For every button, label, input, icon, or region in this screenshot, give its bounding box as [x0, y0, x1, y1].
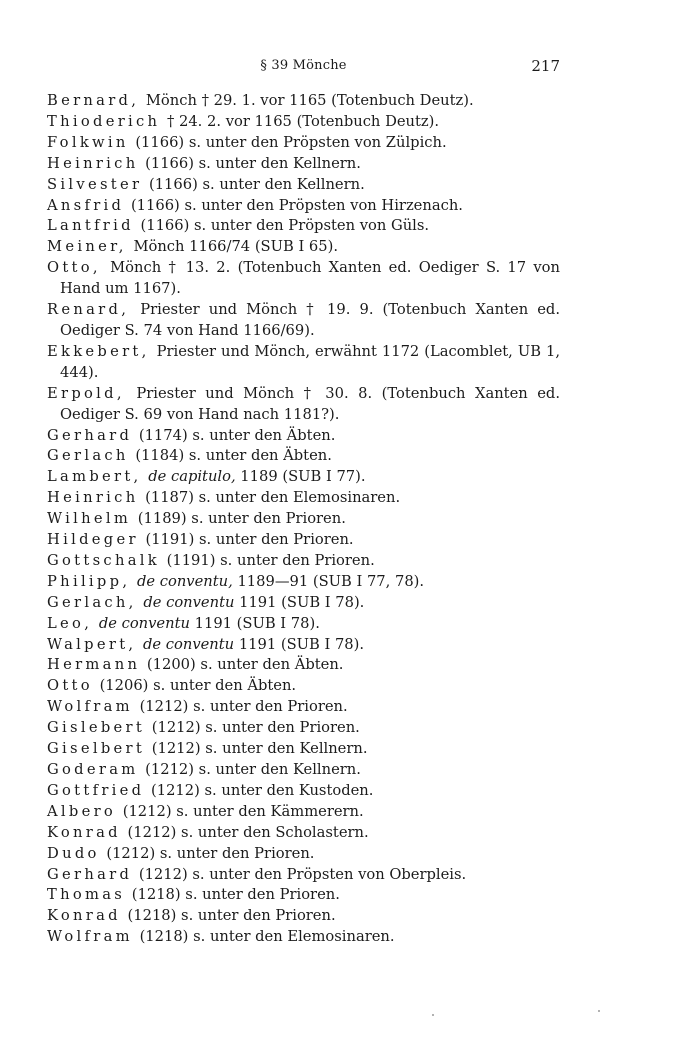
entry-text: (1166) s. unter den Kellnern. — [145, 154, 361, 172]
entry-text: (1218) s. unter den Prioren. — [131, 886, 340, 904]
list-item — [47, 112, 560, 133]
list-item — [47, 509, 560, 530]
monk-name: Silvester — [47, 175, 143, 193]
list-item — [47, 802, 560, 823]
monk-name: Heinrich — [47, 489, 139, 507]
list-item — [47, 614, 560, 635]
list-item — [47, 530, 560, 551]
monk-name: Ekkebert, — [47, 342, 150, 360]
list-item — [47, 823, 560, 844]
entry-text: (1212) s. unter den Scholastern. — [127, 823, 369, 841]
scan-speck — [598, 1010, 600, 1012]
list-item — [47, 865, 560, 886]
entry-text: (1212) s. unter den Prioren. — [139, 698, 348, 716]
monk-name: Erpold, — [47, 384, 125, 402]
list-item — [47, 655, 560, 676]
list-item — [47, 906, 560, 927]
entry-text: Priester und Mönch, erwähnt 1172 (Lacomblet, UB 1, 444). — [60, 342, 561, 381]
entry-text: † 24. 2. vor 1165 (Totenbuch Deutz). — [166, 112, 440, 130]
monk-list — [47, 91, 560, 948]
list-item — [47, 676, 560, 697]
entry-text: (1212) s. unter den Kustoden. — [151, 781, 374, 799]
list-item — [47, 593, 560, 614]
entry-text: (1174) s. unter den Äbten. — [138, 426, 336, 444]
monk-name: Lambert, — [47, 468, 142, 486]
monk-name: Konrad — [47, 823, 121, 841]
list-item — [47, 488, 560, 509]
entry-text: (1166) s. unter den Pröpsten von Güls. — [140, 217, 430, 235]
entry-text: (1184) s. unter den Äbten. — [135, 447, 332, 465]
monk-name: Ansfrid — [47, 196, 125, 214]
running-header — [47, 58, 560, 82]
monk-name: Wolfram — [47, 698, 133, 716]
entry-text: Mönch † 29. 1. vor 1165 (Totenbuch Deutz). — [145, 92, 474, 109]
monk-name: Hermann — [47, 656, 141, 674]
entry-text: 1191 (SUB I 78). — [238, 635, 365, 653]
list-item — [47, 718, 560, 739]
monk-name: Albero — [47, 802, 117, 820]
list-item — [47, 697, 560, 718]
latin-designation: de conventu — [98, 614, 190, 632]
list-item — [47, 635, 560, 656]
monk-name: Gerlach, — [47, 593, 137, 611]
entry-text: (1189) s. unter den Prioren. — [137, 510, 346, 528]
entry-text: (1212) s. unter den Kämmerern. — [122, 802, 364, 820]
entry-text: (1200) s. unter den Äbten. — [146, 656, 344, 674]
list-item — [47, 237, 560, 258]
entry-text: (1166) s. unter den Kellnern. — [148, 175, 365, 193]
list-item — [47, 426, 560, 447]
list-item — [47, 300, 560, 342]
list-item — [47, 551, 560, 572]
entry-text: 1191 (SUB I 78). — [194, 614, 320, 632]
list-item — [47, 175, 560, 196]
entry-text: (1206) s. unter den Äbten. — [99, 677, 297, 695]
monk-name: Gerhard — [47, 426, 133, 444]
entry-text: (1212) s. unter den Prioren. — [106, 844, 315, 862]
list-item — [47, 216, 560, 237]
entry-text: (1218) s. unter den Elemosinaren. — [139, 928, 395, 946]
monk-name: Thomas — [47, 886, 126, 904]
list-item — [47, 342, 560, 384]
entry-text: Mönch † 13. 2. (Totenbuch Xanten ed. Oediger S. 17 von Hand um 1167). — [60, 259, 560, 298]
entry-text: (1212) s. unter den Kellnern. — [145, 761, 361, 778]
list-item — [47, 927, 560, 948]
monk-name: Otto — [47, 677, 93, 695]
list-item — [47, 760, 560, 781]
list-item — [47, 154, 560, 175]
monk-name: Otto, — [47, 259, 101, 277]
list-item — [47, 467, 560, 488]
entry-text: (1166) s. unter den Pröpsten von Hirzenach. — [130, 196, 463, 214]
list-item — [47, 258, 560, 300]
latin-designation: de conventu — [143, 593, 235, 611]
list-item — [47, 885, 560, 906]
list-item — [47, 844, 560, 865]
monk-name: Thioderich — [47, 112, 161, 130]
list-item — [47, 384, 560, 426]
monk-name: Gottschalk — [47, 551, 160, 569]
section-title: § 39 Mönche — [260, 58, 347, 73]
entry-text: (1191) s. unter den Prioren. — [145, 531, 354, 549]
book-page — [47, 58, 560, 948]
list-item — [47, 91, 560, 112]
page-number: 217 — [531, 57, 560, 75]
entry-text: (1212) s. unter den Kellnern. — [151, 740, 368, 758]
scan-speck — [432, 1014, 434, 1016]
monk-name: Gerlach — [47, 447, 129, 465]
entry-text: (1191) s. unter den Prioren. — [166, 551, 375, 569]
monk-name: Leo, — [47, 614, 93, 632]
list-item — [47, 781, 560, 802]
monk-name: Renard, — [47, 301, 130, 319]
monk-name: Folkwin — [47, 133, 129, 151]
entry-text: (1187) s. unter den Elemosinaren. — [145, 489, 401, 507]
monk-name: Giselbert — [47, 740, 146, 758]
monk-name: Wilhelm — [47, 510, 132, 528]
monk-name: Wolfram — [47, 928, 133, 946]
latin-designation: de conventu — [143, 635, 235, 653]
monk-name: Gerhard — [47, 865, 133, 883]
entry-text: (1212) s. unter den Prioren. — [151, 719, 360, 737]
monk-name: Walpert, — [47, 635, 137, 653]
monk-name: Gottfried — [47, 781, 145, 799]
monk-name: Konrad — [47, 907, 121, 925]
entry-text: (1212) s. unter den Pröpsten von Oberpleis. — [138, 865, 467, 883]
entry-text: (1218) s. unter den Prioren. — [127, 907, 336, 925]
latin-designation: de capitulo, — [148, 468, 236, 486]
monk-name: Dudo — [47, 844, 100, 862]
list-item — [47, 133, 560, 154]
monk-name: Goderam — [47, 761, 139, 778]
monk-name: Gislebert — [47, 719, 146, 737]
list-item — [47, 572, 560, 593]
latin-designation: de conventu, — [136, 572, 233, 590]
entry-text: (1166) s. unter den Pröpsten von Zülpich. — [135, 133, 447, 151]
monk-name: Lantfrid — [47, 217, 134, 235]
monk-name: Heinrich — [47, 154, 139, 172]
entry-text: 1189 (SUB I 77). — [240, 468, 366, 486]
list-item — [47, 446, 560, 467]
monk-name: Bernard, — [47, 92, 140, 109]
entry-text: 1189—91 (SUB I 77, 78). — [237, 572, 425, 590]
list-item — [47, 196, 560, 217]
monk-name: Hildeger — [47, 531, 139, 549]
monk-name: Meiner, — [47, 238, 127, 256]
list-item — [47, 739, 560, 760]
entry-text: Priester und Mönch † 30. 8. (Totenbuch Xanten ed. Oediger S. 69 von Hand nach 1181?). — [60, 384, 560, 423]
entry-text: 1191 (SUB I 78). — [239, 593, 365, 611]
monk-name: Philipp, — [47, 572, 131, 590]
entry-text: Mönch 1166/74 (SUB I 65). — [133, 238, 339, 256]
entry-text: Priester und Mönch † 19. 9. (Totenbuch Xanten ed. Oediger S. 74 von Hand 1166/69). — [60, 301, 560, 339]
